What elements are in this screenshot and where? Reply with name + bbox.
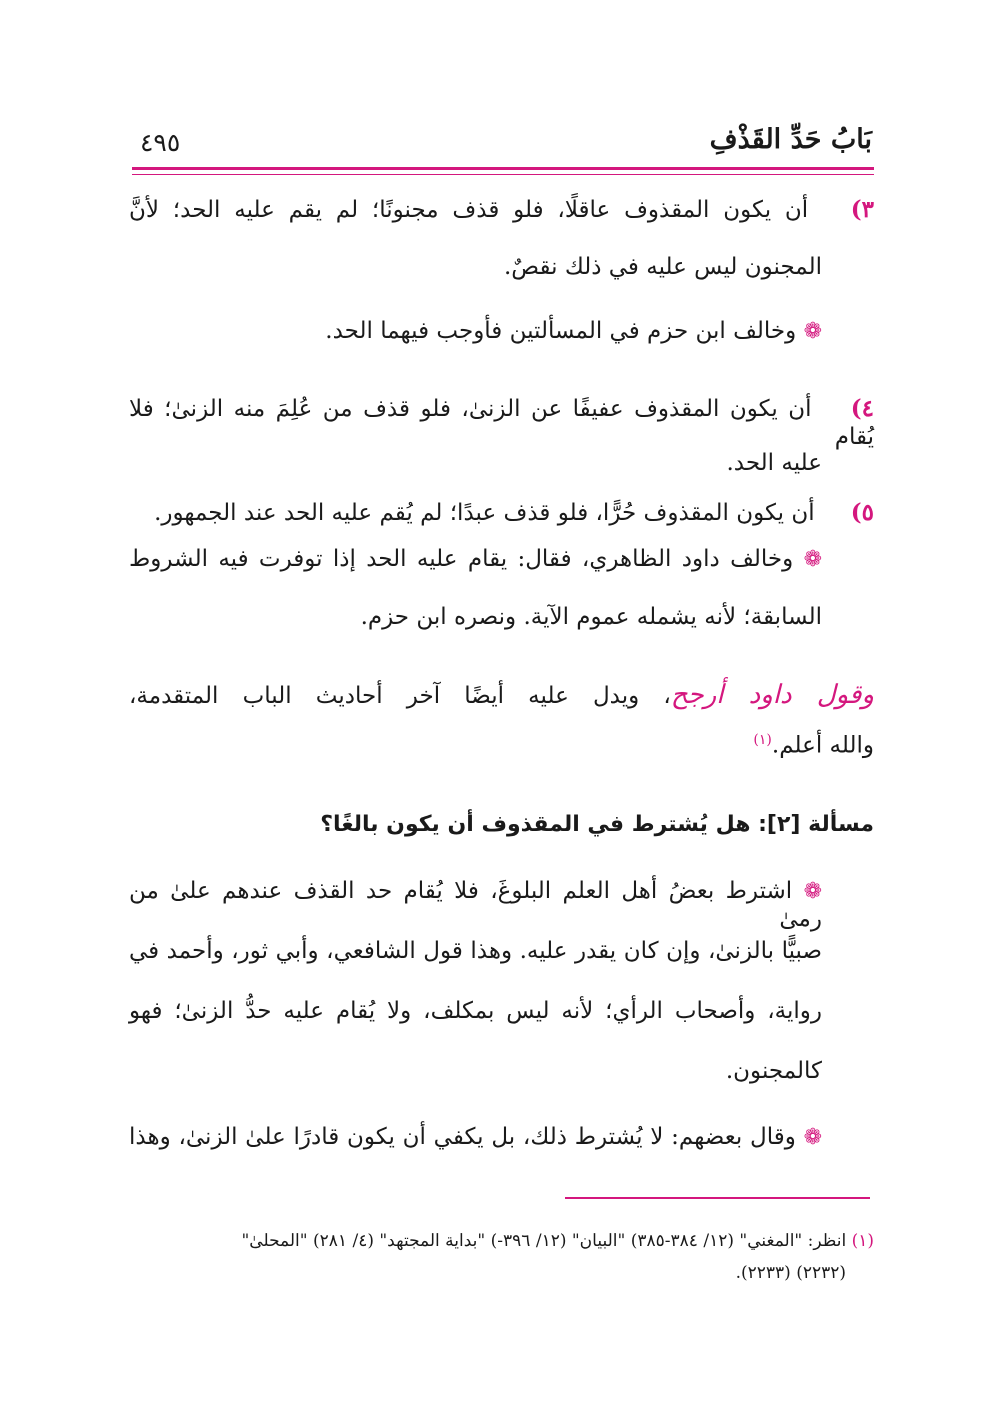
footnote-line-1 <box>129 1230 874 1252</box>
header-rule-thin <box>132 174 874 175</box>
flower-icon: ❁ <box>803 879 822 904</box>
header-rule-thick <box>132 167 874 170</box>
footnote-ref[interactable]: (١) <box>753 732 772 748</box>
item-text: أن يكون المقذوف عاقلًا، فلو قذف مجنونًا؛ لم يقم عليه الحد؛ لأنَّ <box>129 197 809 223</box>
item-4-line-1 <box>129 395 874 451</box>
item-5-note-line-2: السابقة؛ لأنه يشمله عموم الآية. ونصره ابن حزم. <box>360 604 822 630</box>
flower-icon: ❁ <box>803 1125 822 1150</box>
page-number: ٤٩٥ <box>140 128 181 157</box>
item-5-note-line-1 <box>129 546 874 574</box>
conclusion-text: والله أعلم. <box>771 732 874 759</box>
conclusion-text: ، ويدل عليه أيضًا آخر أحاديث الباب المتقدمة، <box>129 683 671 709</box>
preferred-opinion: وقول داود أرجح <box>670 680 874 710</box>
para-text: وقال بعضهم: لا يُشترط ذلك، بل يكفي أن يكون قادرًا علىٰ الزنىٰ، وهذا <box>129 1124 796 1150</box>
footnote-line-2: (٢٢٣٢) (٢٢٣٣). <box>735 1263 846 1283</box>
item-number: ٤) <box>850 395 874 422</box>
item-text: أن يكون المقذوف عفيفًا عن الزنىٰ، فلو قذف من عُلِمَ منه الزنىٰ؛ فلا يُقام <box>129 396 874 450</box>
item-3-line-2: المجنون ليس عليه في ذلك نقصٌ. <box>503 254 822 280</box>
chapter-title: بَابُ حَدِّ القَذْفِ <box>709 124 872 155</box>
item-text: أن يكون المقذوف حُرًّا، فلو قذف عبدًا؛ لم يُقم عليه الحد عند الجمهور. <box>154 500 815 526</box>
para-1-line-2: صبيًّا بالزنىٰ، وإن كان يقدر عليه. وهذا قول الشافعي، وأبي ثور، وأحمد في <box>129 938 822 964</box>
para-2-line-1 <box>129 1124 874 1152</box>
para-text: اشترط بعضُ أهل العلم البلوغَ، فلا يُقام حد القذف عندهم علىٰ من رمىٰ <box>129 878 822 932</box>
para-1-line-4: كالمجنون. <box>725 1058 822 1084</box>
footnote-rule <box>565 1197 870 1199</box>
item-5-line-1 <box>129 499 874 528</box>
item-3-note <box>77 318 874 346</box>
footnote-number: (١) <box>851 1231 874 1251</box>
item-4-line-2: عليه الحد. <box>726 450 822 476</box>
para-1-line-1 <box>129 878 874 933</box>
footnote-text: انظر: "المغني" (١٢/ ٣٨٤-٣٨٥) "البيان" (١٢/ ٣٩٦-) "بداية المجتهد" (٤/ ٢٨١) "المحلىٰ" <box>241 1231 847 1251</box>
note-text: وخالف ابن حزم في المسألتين فأوجب فيهما الحد. <box>325 318 797 344</box>
flower-icon: ❁ <box>803 547 822 572</box>
note-text: وخالف داود الظاهري، فقال: يقام عليه الحد إذا توفرت فيه الشروط <box>129 546 794 572</box>
conclusion-line-2 <box>129 732 874 760</box>
item-number: ٥) <box>850 499 874 526</box>
para-1-line-3: رواية، وأصحاب الرأي؛ لأنه ليس بمكلف، ولا يُقام عليه حدُّ الزنىٰ؛ فهو <box>129 998 822 1024</box>
conclusion-line-1 <box>129 680 874 711</box>
item-3-line-1 <box>129 196 874 225</box>
masala-heading: مسألة [٢]: هل يُشترط في المقذوف أن يكون بالغًا؟ <box>320 812 874 837</box>
item-number: ٣) <box>850 196 874 223</box>
page-header <box>132 122 872 162</box>
flower-icon: ❁ <box>803 319 822 344</box>
